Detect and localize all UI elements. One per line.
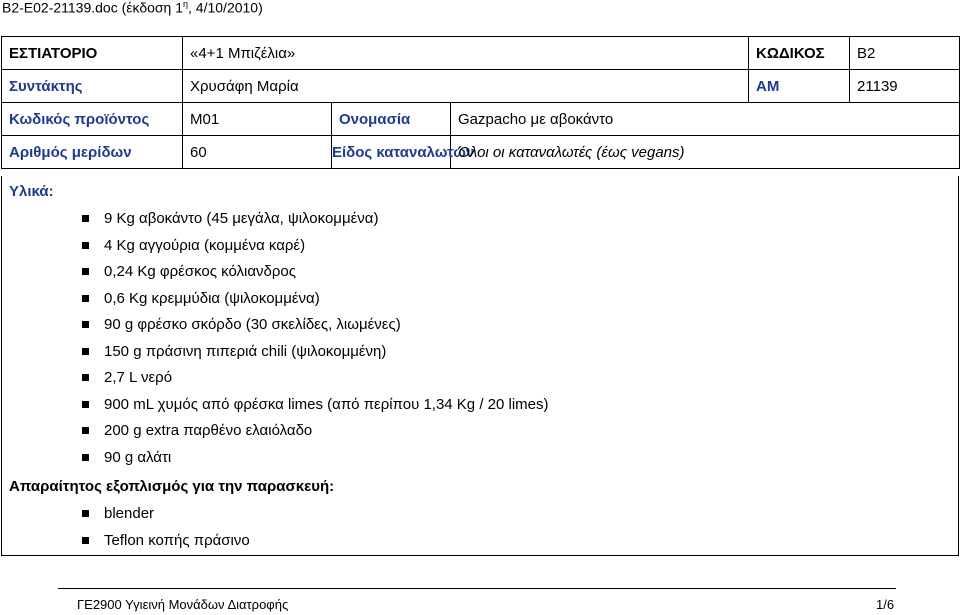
table-row [2,103,960,136]
equipment-title: Απαραίτητος εξοπλισμός για την παρασκευή: [9,478,335,495]
recipe-body [1,176,959,556]
document-header [2,0,263,16]
consumer-type-value: Όλοι οι καταναλωτές (έως vegans) [451,136,960,169]
table-row [2,37,960,70]
author-label: Συντάκτης [2,70,183,103]
table-row [2,136,960,169]
restaurant-value: «4+1 Μπιζέλια» [183,37,749,70]
list-item: 4 Kg αγγούρια (κομμένα καρέ) [82,236,549,263]
code-label: ΚΩΔΙΚΟΣ [749,37,850,70]
list-item: 90 g φρέσκο σκόρδο (30 σκελίδες, λιωμένες) [82,315,549,342]
list-item: 200 g extra παρθένο ελαιόλαδο [82,421,549,448]
am-value: 21139 [850,70,960,103]
list-item: 9 Kg αβοκάντο (45 μεγάλα, ψιλοκομμένα) [82,209,549,236]
consumer-type-label: Είδος καταναλωτών [332,136,451,169]
code-value: B2 [850,37,960,70]
am-label: ΑΜ [749,70,850,103]
list-item: blender [82,504,250,531]
name-value: Gazpacho με αβοκάντο [451,103,960,136]
product-code-value: M01 [183,103,332,136]
version-sup: η [183,0,189,9]
equipment-list [82,504,250,557]
ingredients-list [82,209,549,474]
author-value: Χρυσάφη Μαρία [183,70,749,103]
name-label: Ονομασία [332,103,451,136]
ingredients-title: Υλικά: [9,183,54,200]
list-item: Teflon κοπής πράσινο [82,531,250,558]
list-item: 90 g αλάτι [82,448,549,475]
footer-divider [58,588,896,589]
list-item: 900 mL χυμός από φρέσκα limes (από περίπου 1,34 Kg / 20 limes) [82,395,549,422]
table-row [2,70,960,103]
restaurant-label: ΕΣΤΙΑΤΟΡΙΟ [2,37,183,70]
list-item: 150 g πράσινη πιπεριά chili (ψιλοκομμένη) [82,342,549,369]
list-item: 0,6 Kg κρεμμύδια (ψιλοκομμένα) [82,289,549,316]
list-item: 2,7 L νερό [82,368,549,395]
portions-value: 60 [183,136,332,169]
footer-page-number: 1/6 [876,597,895,612]
portions-label: Αριθμός μερίδων [2,136,183,169]
list-item: 0,24 Kg φρέσκος κόλιανδρος [82,262,549,289]
doc-date: , 4/10/2010) [188,0,263,16]
footer-course: ΓΕ2900 Υγιεινή Μονάδων Διατροφής [77,597,289,612]
info-table [1,36,960,169]
doc-name: B2-E02-21139.doc (έκδοση 1 [2,0,184,16]
product-code-label: Κωδικός προϊόντος [2,103,183,136]
